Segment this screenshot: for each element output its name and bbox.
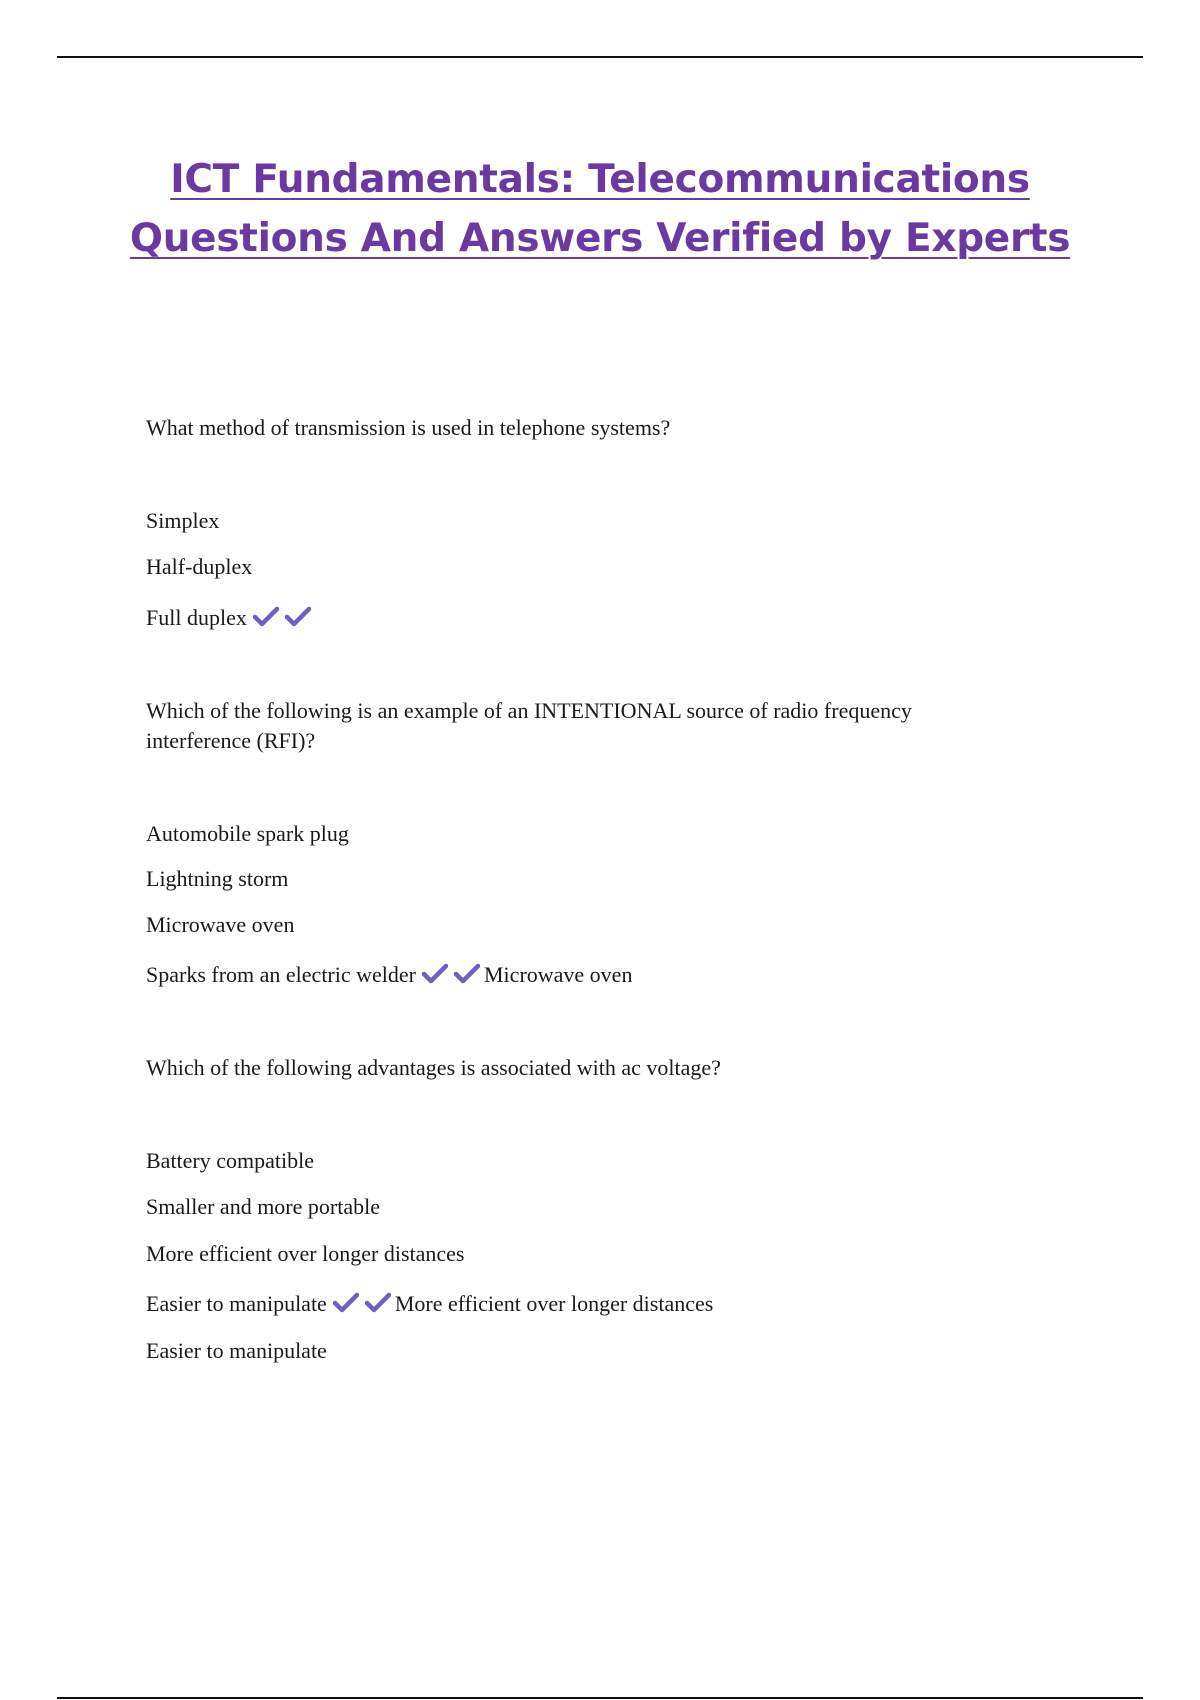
question-2-answer-line	[146, 960, 1046, 990]
title-line-2: Questions And Answers Verified by Experts	[129, 216, 1071, 261]
question-2-option-3: Microwave oven	[146, 912, 295, 937]
question-1-answer-line	[146, 603, 1046, 633]
question-1-option-1: Simplex	[146, 508, 220, 533]
bottom-rule	[57, 1697, 1143, 1699]
question-3-answer-repeat: More efficient over longer distances	[394, 1291, 714, 1316]
question-1-answer: Full duplex	[146, 605, 247, 630]
question-3-option-1: Battery compatible	[146, 1148, 314, 1173]
checkmark-icon	[333, 1292, 359, 1314]
question-2-option-1: Automobile spark plug	[146, 821, 349, 846]
question-3-option-2: Smaller and more portable	[146, 1194, 380, 1219]
checkmark-icon	[285, 606, 311, 628]
question-3-answer: Easier to manipulate	[146, 1291, 327, 1316]
question-2-answer-repeat: Microwave oven	[484, 962, 633, 987]
document-title	[0, 150, 1200, 268]
question-2-option-2: Lightning storm	[146, 866, 289, 891]
checkmark-icon	[365, 1292, 391, 1314]
title-line-1: ICT Fundamentals: Telecommunications	[170, 157, 1030, 202]
question-2-answer: Sparks from an electric welder	[146, 962, 416, 987]
question-3-option-3: More efficient over longer distances	[146, 1241, 465, 1266]
top-rule	[57, 56, 1143, 58]
question-1-text: What method of transmission is used in telephone systems?	[146, 415, 671, 440]
question-3-text: Which of the following advantages is associated with ac voltage?	[146, 1055, 721, 1080]
question-1-option-2: Half-duplex	[146, 554, 253, 579]
question-2-text	[146, 696, 1046, 756]
question-2-text-line-2: interference (RFI)?	[146, 728, 316, 753]
question-2-text-line-1: Which of the following is an example of an INTENTIONAL source of radio frequency	[146, 698, 912, 723]
question-3-trailing-option: Easier to manipulate	[146, 1338, 327, 1363]
checkmark-icon	[422, 963, 448, 985]
checkmark-icon	[454, 963, 480, 985]
checkmark-icon	[253, 606, 279, 628]
question-3-answer-line	[146, 1289, 1046, 1319]
